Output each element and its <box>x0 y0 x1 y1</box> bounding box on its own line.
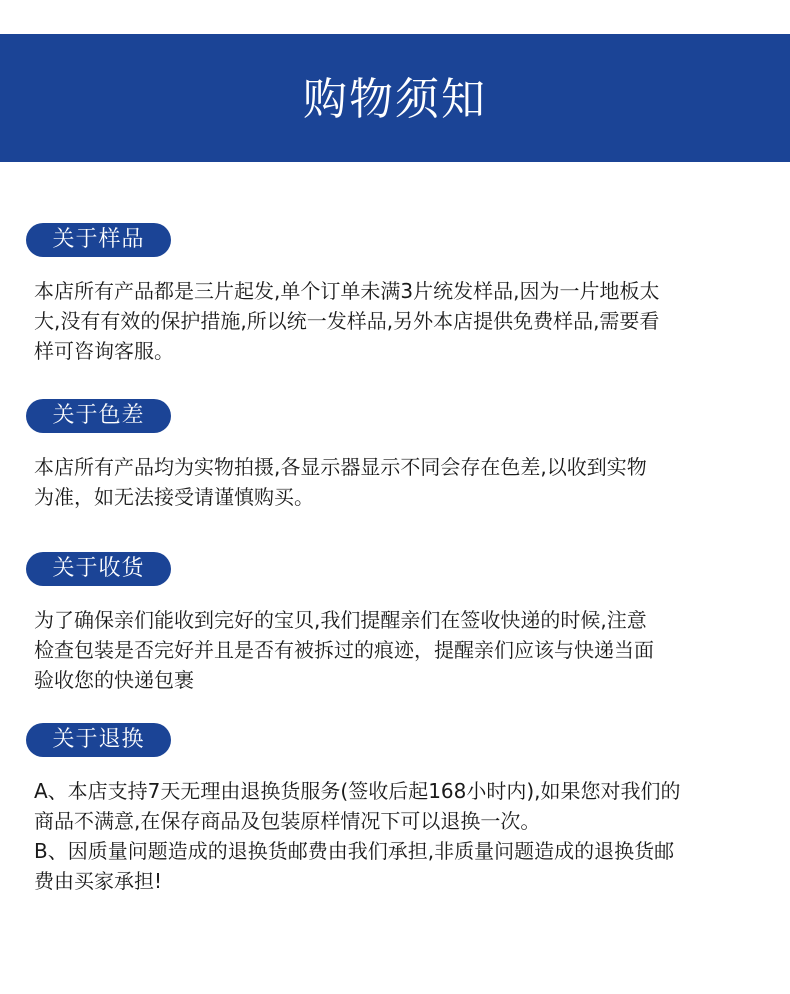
section-heading-samples: 关于样品 <box>26 223 171 257</box>
body-line: A、本店支持7天无理由退换货服务(签收后起168小时内),如果您对我们的 <box>34 779 681 803</box>
section-heading-returns: 关于退换 <box>26 723 171 757</box>
header-banner <box>0 34 790 162</box>
body-line: 本店所有产品都是三片起发,单个订单未满3片统发样品,因为一片地板太 <box>34 279 660 303</box>
body-line: 为了确保亲们能收到完好的宝贝,我们提醒亲们在签收快递的时候,注意 <box>34 608 647 632</box>
body-line: 商品不满意,在保存商品及包装原样情况下可以退换一次。 <box>34 809 541 833</box>
section-body-color-difference <box>34 452 779 512</box>
page-title: 购物须知 <box>303 74 487 125</box>
body-line: 验收您的快递包裹 <box>34 668 194 692</box>
section-body-receiving <box>34 605 779 695</box>
body-line: 费由买家承担! <box>34 869 163 893</box>
body-line: 本店所有产品均为实物拍摄,各显示器显示不同会存在色差,以收到实物 <box>34 455 647 479</box>
body-line: 样可咨询客服。 <box>34 339 174 363</box>
body-line: 检查包装是否完好并且是否有被拆过的痕迹，提醒亲们应该与快递当面 <box>34 638 654 662</box>
section-body-samples <box>34 276 779 366</box>
body-line: 为准，如无法接受请谨慎购买。 <box>34 485 314 509</box>
body-line: B、因质量问题造成的退换货邮费由我们承担,非质量问题造成的退换货邮 <box>34 839 675 863</box>
section-body-returns <box>34 776 779 896</box>
body-line: 大,没有有效的保护措施,所以统一发样品,另外本店提供免费样品,需要看 <box>34 309 660 333</box>
section-heading-receiving: 关于收货 <box>26 552 171 586</box>
section-heading-color-difference: 关于色差 <box>26 399 171 433</box>
